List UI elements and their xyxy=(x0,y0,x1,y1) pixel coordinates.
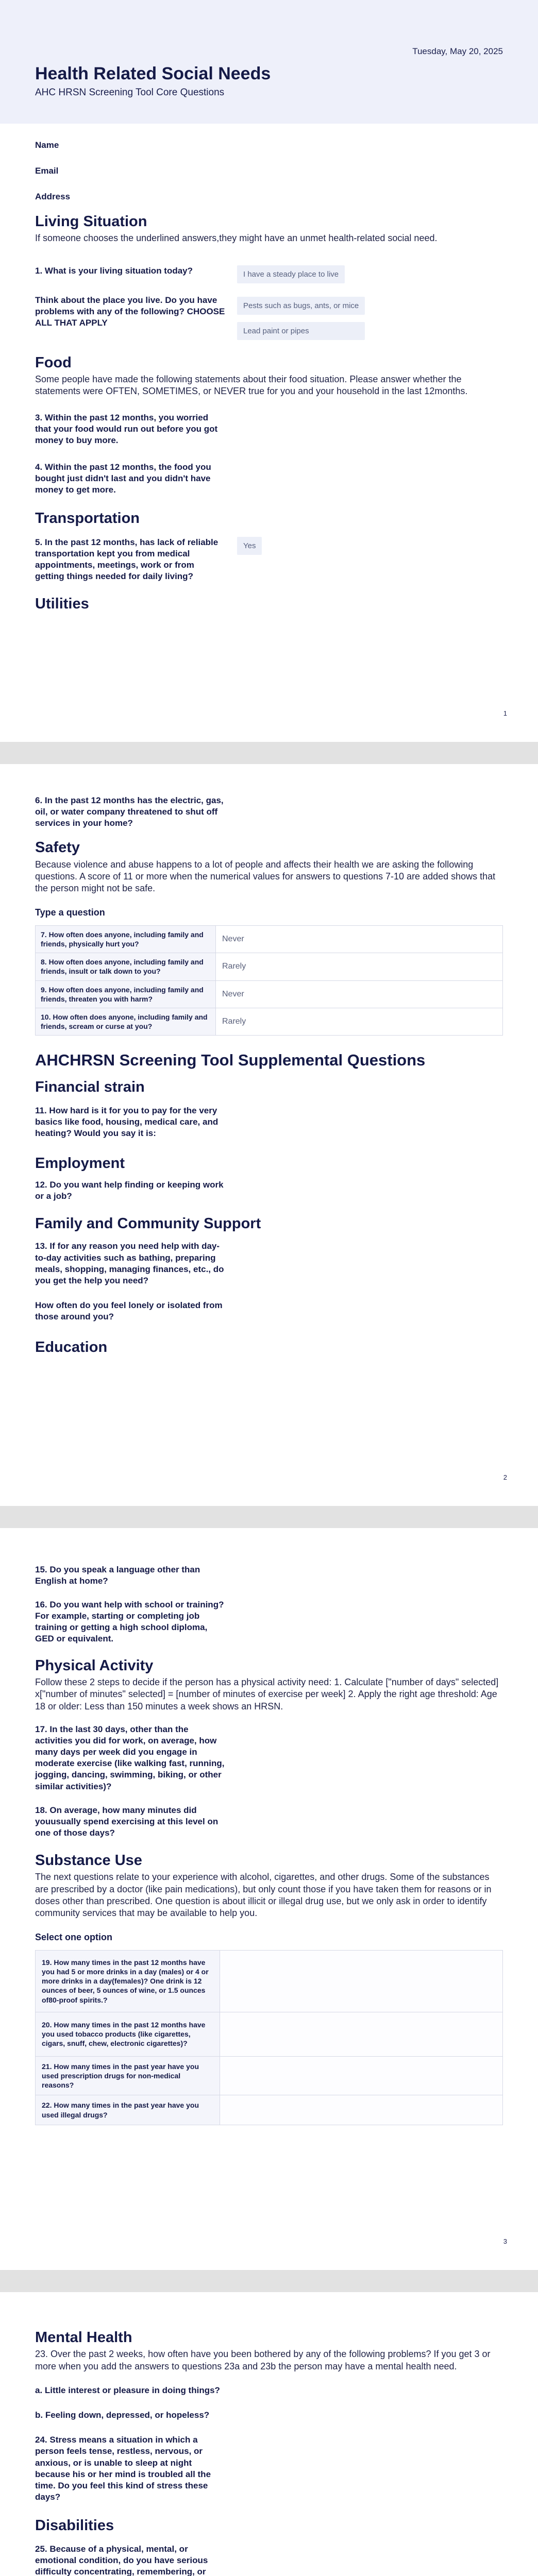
living-situation-heading: Living Situation xyxy=(35,213,147,230)
question-24: 24. Stress means a situation in which a person feels tense, restless, nervous, or anxious, or is unable to sleep at night because his or her mind is troubled all the time. Do you feel this kind of stress these days? xyxy=(35,2435,211,2502)
question-7-answer[interactable]: Never xyxy=(216,925,503,953)
substance-use-heading: Substance Use xyxy=(35,1852,142,1869)
question-3: 3. Within the past 12 months, you worried that your food would run out before you got money to buy more. xyxy=(35,412,218,446)
page-divider xyxy=(0,1506,538,1528)
page-number: 3 xyxy=(503,2238,507,2245)
page-4 xyxy=(0,2292,538,2576)
page-2 xyxy=(0,764,538,1506)
page-title: Health Related Social Needs xyxy=(35,64,271,83)
question-2-answer-lead[interactable]: Lead paint or pipes xyxy=(237,322,365,340)
question-12: 12. Do you want help finding or keeping work or a job? xyxy=(35,1179,224,1201)
transportation-heading: Transportation xyxy=(35,510,140,527)
employment-heading: Employment xyxy=(35,1155,125,1172)
page-number: 1 xyxy=(503,709,507,717)
physical-activity-heading: Physical Activity xyxy=(35,1657,154,1674)
question-6: 6. In the past 12 months has the electric, gas, oil, or water company threatened to shut off services in your home? xyxy=(35,795,224,828)
question-5-row xyxy=(35,537,503,582)
question-20-answer[interactable] xyxy=(220,2012,503,2056)
table-row xyxy=(36,980,503,1008)
question-10: 10. How often does anyone, including family and friends, scream or curse at you? xyxy=(36,1008,216,1035)
question-1-answer[interactable]: I have a steady place to live xyxy=(237,265,345,283)
question-22-answer[interactable] xyxy=(220,2095,503,2125)
page-divider xyxy=(0,2270,538,2292)
page-divider xyxy=(0,742,538,764)
mental-health-description: 23. Over the past 2 weeks, how often have you been bothered by any of the following problems? If you get 3 or more when you add the answers to questions 23a and 23b the person may have a mental health need. xyxy=(35,2349,491,2371)
question-15: 15. Do you speak a language other than English at home? xyxy=(35,1565,200,1586)
header-band xyxy=(0,0,538,124)
question-9-answer[interactable]: Never xyxy=(216,980,503,1008)
safety-table xyxy=(35,925,503,1036)
education-heading: Education xyxy=(35,1339,108,1355)
utilities-heading: Utilities xyxy=(35,596,89,613)
header-date: Tuesday, May 20, 2025 xyxy=(412,46,503,56)
question-25: 25. Because of a physical, mental, or emotional condition, do you have serious difficulty concentrating, remembering, or xyxy=(35,2544,208,2576)
question-19-answer[interactable] xyxy=(220,1950,503,2012)
physical-activity-description: Follow these 2 steps to decide if the person has a physical activity need: 1. Calculate ["number of days" selected] x["number of minutes" selected] = [number of minutes of exercise per week] 2. Apply the right age threshold: Age 18 or older: Less than 150 minutes a week shows an HRSN. xyxy=(35,1676,499,1711)
supplemental-heading: AHCHRSN Screening Tool Supplemental Questions xyxy=(35,1051,426,1070)
question-18: 18. On average, how many minutes did youusually spend exercising at this level on one of those days? xyxy=(35,1805,218,1838)
page-subtitle: AHC HRSN Screening Tool Core Questions xyxy=(35,87,225,98)
address-label: Address xyxy=(35,192,71,201)
page-number: 2 xyxy=(503,1473,507,1481)
food-description: Some people have made the following statements about their food situation. Please answer whether the statements were OFTEN, SOMETIMES, or NEVER true for you and your household in the last 12months. xyxy=(35,374,468,397)
table-row xyxy=(36,2012,503,2056)
question-8: 8. How often does anyone, including family and friends, insult or talk down to you? xyxy=(36,953,216,980)
table-row xyxy=(36,2095,503,2125)
question-2-answer-pests[interactable]: Pests such as bugs, ants, or mice xyxy=(237,297,365,315)
question-23a: a. Little interest or pleasure in doing things? xyxy=(35,2385,220,2396)
question-11: 11. How hard is it for you to pay for the very basics like food, housing, medical care, and heating? Would you say it is: xyxy=(35,1106,218,1139)
question-10-answer[interactable]: Rarely xyxy=(216,1008,503,1035)
question-1: 1. What is your living situation today? xyxy=(35,265,193,276)
question-22: 22. How many times in the past year have you used illegal drugs? xyxy=(36,2095,220,2125)
email-label: Email xyxy=(35,166,59,176)
question-23b: b. Feeling down, depressed, or hopeless? xyxy=(35,2410,210,2420)
question-2-row xyxy=(35,295,503,340)
question-9: 9. How often does anyone, including family and friends, threaten you with harm? xyxy=(36,980,216,1008)
page-1 xyxy=(0,0,538,742)
food-heading: Food xyxy=(35,354,72,371)
question-1-row xyxy=(35,265,503,283)
disabilities-heading: Disabilities xyxy=(35,2517,114,2534)
table-row xyxy=(36,2056,503,2095)
table-row xyxy=(36,1950,503,2012)
table-row xyxy=(36,953,503,980)
question-4: 4. Within the past 12 months, the food you bought just didn't last and you didn't have money to get more. xyxy=(35,462,211,495)
question-8-answer[interactable]: Rarely xyxy=(216,953,503,980)
family-community-heading: Family and Community Support xyxy=(35,1215,261,1232)
question-16: 16. Do you want help with school or training? For example, starting or completing job training or getting a high school diploma, GED or equivalent. xyxy=(35,1600,224,1644)
question-5-answer[interactable]: Yes xyxy=(237,537,262,555)
question-7: 7. How often does anyone, including family and friends, physically hurt you? xyxy=(36,925,216,953)
mental-health-heading: Mental Health xyxy=(35,2329,132,2346)
name-label: Name xyxy=(35,140,59,150)
question-2: Think about the place you live. Do you have problems with any of the following? CHOOSE ALL THAT APPLY xyxy=(35,295,225,328)
financial-strain-heading: Financial strain xyxy=(35,1078,145,1095)
question-14: How often do you feel lonely or isolated from those around you? xyxy=(35,1300,223,1321)
question-17: 17. In the last 30 days, other than the activities you did for work, on average, how many days per week did you engage in moderate exercise (like walking fast, running, jogging, dancing, swimming, biking, or other similar activities)? xyxy=(35,1724,225,1791)
question-21: 21. How many times in the past year have you used prescription drugs for non-medical reasons? xyxy=(36,2056,220,2095)
safety-heading: Safety xyxy=(35,839,80,856)
table-row xyxy=(36,925,503,953)
living-situation-description: If someone chooses the underlined answers,they might have an unmet health-related social need. xyxy=(35,233,438,244)
question-19: 19. How many times in the past 12 months have you had 5 or more drinks in a day (males) or 4 or more drinks in a day(females)? One drink is 12 ounces of beer, 5 ounces of wine, or 1.5 ounces of80-proof spirits.? xyxy=(36,1950,220,2012)
substance-table xyxy=(35,1950,503,2125)
question-5: 5. In the past 12 months, has lack of reliable transportation kept you from medical appointments, meetings, work or from getting things needed for daily living? xyxy=(35,537,218,582)
safety-description: Because violence and abuse happens to a lot of people and affects their health we are asking the following questions. A score of 11 or more when the numerical values for answers to questions 7-10 are added shows that the person might not be safe. xyxy=(35,859,496,894)
question-13: 13. If for any reason you need help with day-to-day activities such as bathing, preparing meals, shopping, managing finances, etc., do you get the help you need? xyxy=(35,1241,224,1285)
select-option-label: Select one option xyxy=(35,1931,113,1942)
question-20: 20. How many times in the past 12 months have you used tobacco products (like cigarettes, cigars, snuff, chew, electronic cigarettes)? xyxy=(36,2012,220,2056)
page-3 xyxy=(0,1528,538,2270)
table-row xyxy=(36,1008,503,1035)
type-question-label: Type a question xyxy=(35,907,105,918)
question-21-answer[interactable] xyxy=(220,2056,503,2095)
substance-use-description: The next questions relate to your experience with alcohol, cigarettes, and other drugs. Some of the substances are prescribed by a doctor (like pain medications), but only count those if you have taken them for reasons or in doses other than prescribed. One question is about illicit or illegal drug use, but we only ask in order to identify community services that may be available to help you. xyxy=(35,1872,492,1919)
